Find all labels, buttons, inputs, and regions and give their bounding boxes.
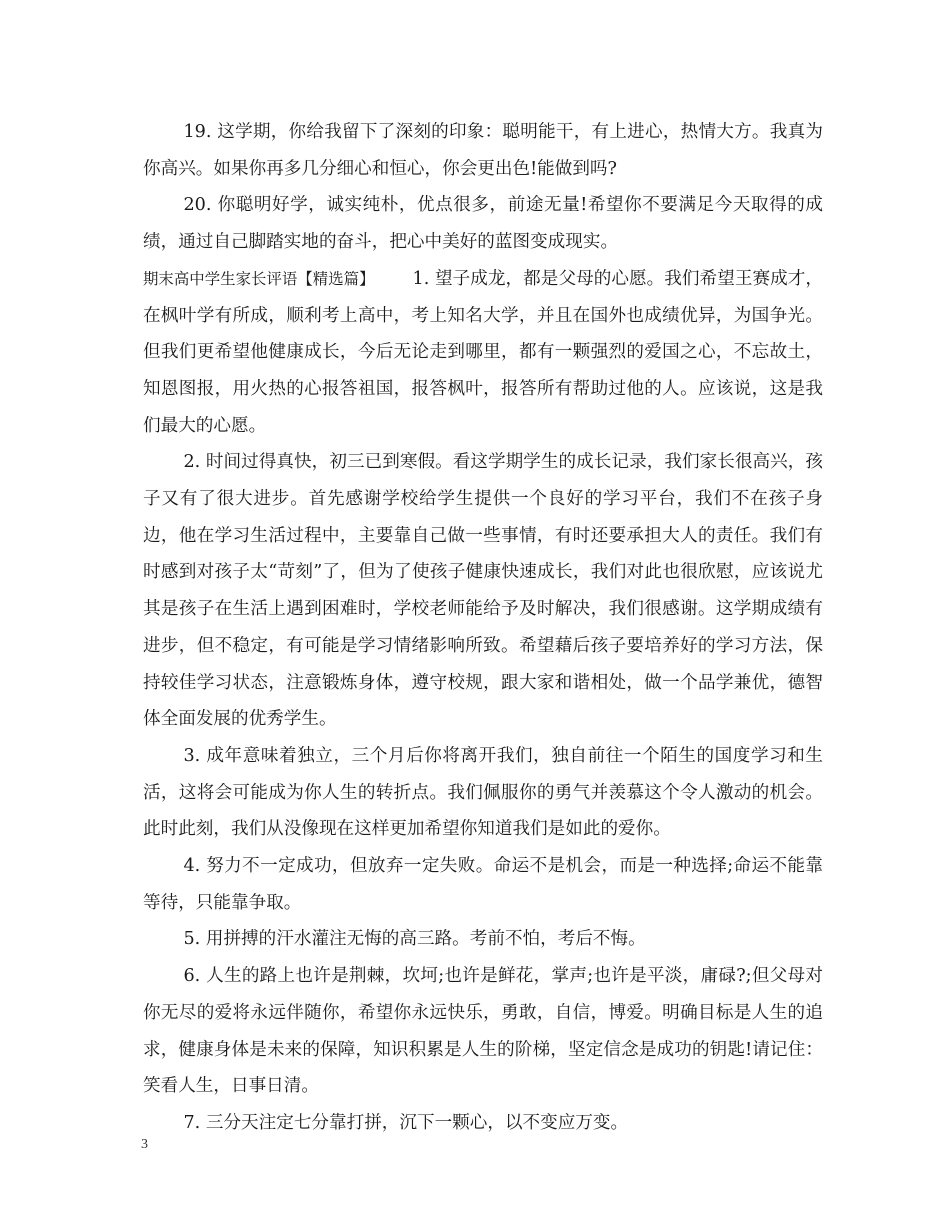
page-number: 3 (141, 1137, 148, 1152)
item-2: 2. 时间过得真快，初三已到寒假。看这学期学生的成长记录，我们家长很高兴，孩子又有了很大进步。首先感谢学校给学生提供一个良好的学习平台，我们不在孩子身边，他在学习生活过程中，主要靠自己做一些事情，有时还要承担大人的责任。我们有时感到对孩子太“苛刻”了，但为了使孩子健康快速成长，我们对此也很欣慰，应该说尤其是孩子在生活上遇到困难时，学校老师能给予及时解决，我们很感谢。这学期成绩有进步，但不稳定，有可能是学习情绪影响所致。希望藉后孩子要培养好的学习方法，保持较佳学习状态，注意锻炼身体，遵守校规，跟大家和谐相处，做一个品学兼优，德智体全面发展的优秀学生。 (143, 452, 823, 730)
item-3: 3. 成年意味着独立，三个月后你将离开我们，独自前往一个陌生的国度学习和生活，这将会可能成为你人生的转折点。我们佩服你的勇气并羡慕这个令人激动的机会。此时此刻，我们从没像现在这样更加希望你知道我们是如此的爱你。 (143, 745, 823, 840)
item-6: 6. 人生的路上也许是荆棘，坎坷;也许是鲜花，掌声;也许是平淡，庸碌?;但父母对你无尽的爱将永远伴随你，希望你永远快乐，勇敢，自信，博爱。明确目标是人生的追求，健康身体是未来的保障，知识积累是人生的阶梯，坚定信念是成功的钥匙!请记住：笑看人生，日事日清。 (143, 966, 823, 1097)
item-5: 5. 用拼搏的汗水灌注无悔的高三路。考前不怕，考后不悔。 (183, 929, 646, 950)
document-body (143, 114, 823, 1142)
item-7: 7. 三分天注定七分靠打拼，沉下一颗心，以不变应万变。 (183, 1112, 629, 1133)
section-heading: 期末高中学生家长评语【精选篇】 (143, 269, 375, 288)
paragraph-19: 19. 这学期，你给我留下了深刻的印象：聪明能干，有上进心，热情大方。我真为你高兴。如果你再多几分细心和恒心，你会更出色!能做到吗? (143, 122, 823, 179)
section-first-item: 1. 望子成龙，都是父母的心愿。我们希望王赛成才，在枫叶学有所成，顺利考上高中，考上知名大学，并且在国外也成绩优异，为国争光。但我们更希望他健康成长，今后无论走到哪里，都有一颗强烈的爱国之心，不忘故土，知恩图报，用火热的心报答祖国，报答枫叶，报答所有帮助过他的人。应该说，这是我们最大的心愿。 (143, 268, 823, 436)
section-paragraph (143, 261, 823, 445)
item-4: 4. 努力不一定成功，但放弃一定失败。命运不是机会，而是一种选择;命运不能靠等待，只能靠争取。 (143, 856, 823, 913)
paragraph-20: 20. 你聪明好学，诚实纯朴，优点很多，前途无量!希望你不要满足今天取得的成绩，通过自己脚踏实地的奋斗，把心中美好的蓝图变成现实。 (143, 195, 823, 253)
